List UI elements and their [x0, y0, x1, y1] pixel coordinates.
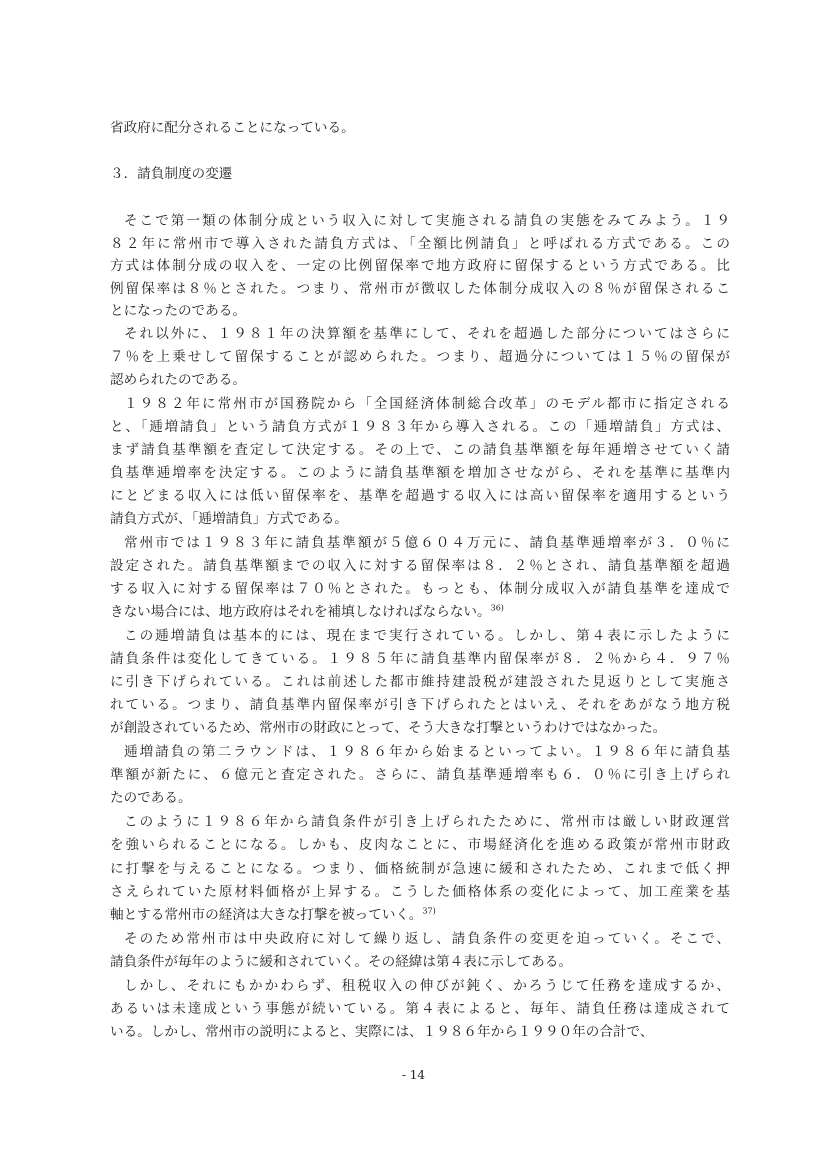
text-line: さえられていた原材料価格が上昇する。こうした価格体系の変化によって、加工産業を基 [110, 884, 730, 900]
text-line: そこで第一類の体制分成という収入に対して実施される請負の実態をみてみよう。１９ [124, 213, 730, 229]
text-line: を強いられることになる。しかも、皮肉なことに、市場経済化を進める政策が常州市財政 [110, 837, 730, 853]
text-line: する収入に対する留保率は７０％とされた。もっとも、体制分成収入が請負基準を達成で [110, 581, 730, 597]
text-line: ８２年に常州市で導入された請負方式は、「全額比例請負」と呼ばれる方式である。この [110, 236, 730, 252]
text-line: 方式は体制分成の収入を、一定の比例留保率で地方政府に留保するという方式である。比 [110, 258, 730, 274]
text-line: ７％を上乗せして留保することが認められた。つまり、超過分については１５％の留保が [110, 349, 730, 365]
text-line: たのである。 [110, 790, 192, 806]
text-line: 逓増請負の第二ラウンドは、１９８６年から始まるといってよい。１９８６年に請負基 [124, 744, 730, 760]
text-line: この逓増請負は基本的には、現在まで実行されている。しかし、第４表に示したように [124, 628, 730, 644]
text-line: に引き下げられている。これは前述した都市維持建設税が建設された見返りとして実施さ [110, 674, 730, 690]
text-line: にとどまる収入には低い留保率を、基準を超過する収入には高い留保率を適用するという [110, 488, 730, 504]
text-line: いる。しかし、常州市の説明によると、実際には、１９８６年から１９９０年の合計で、 [110, 1024, 654, 1040]
text-line-with-footnote [110, 904, 730, 926]
text-line: それ以外に、１９８１年の決算額を基準にして、それを超過した部分についてはさらに [124, 326, 730, 342]
text-line: が創設されているため、常州市の財政にとって、そう大きな打撃というわけではなかった。 [110, 720, 667, 736]
page-number: - 14 [401, 1068, 426, 1082]
text-line: しかし、それにもかかわらず、租税収入の伸びが鈍く、かろうじて任務を達成するか、 [124, 978, 730, 994]
text-line: 準額が新たに、６億元と査定された。さらに、請負基準逓増率も６．０％に引き上げられ [110, 767, 730, 783]
footnote-marker: 37) [422, 906, 436, 916]
text-line: とになったのである。 [110, 303, 246, 319]
text-line-with-footnote [110, 601, 730, 623]
text-line: 請負方式が、「逓増請負」方式である。 [110, 511, 348, 527]
text-line: このように１９８６年から請負条件が引き上げられたために、常州市は厳しい財政運営 [124, 814, 730, 830]
text-line: そのため常州市は中央政府に対して繰り返し、請負条件の変更を迫っていく。そこで、 [124, 931, 730, 947]
text-line: 軸とする常州市の経済は大きな打撃を被っていく。 [110, 907, 423, 923]
text-line: 負基準逓増率を決定する。このように請負基準額を増加させながら、それを基準に基準内 [110, 465, 730, 481]
footnote-marker: 36) [490, 603, 504, 613]
text-line: 請負条件が毎年のように緩和されていく。その経緯は第４表に示してある。 [110, 954, 572, 970]
text-line: 常州市では１９８３年に請負基準額が５億６０４万元に、請負基準逓増率が３．０％に [124, 535, 730, 551]
paragraph-tail: 省政府に配分されることになっている。 [110, 120, 355, 136]
section-heading: ３．請負制度の変遷 [110, 166, 233, 182]
text-line: あるいは未達成という事態が続いている。第４表によると、毎年、請負任務は達成されて [110, 1001, 730, 1017]
text-line: １９８２年に常州市が国務院から「全国経済体制総合改革」のモデル都市に指定される [124, 396, 730, 412]
text-line: に打撃を与えることになる。つまり、価格統制が急速に緩和されたため、これまで低く押 [110, 861, 730, 877]
text-line: 請負条件は変化してきている。１９８５年に請負基準内留保率が８．２％から４．９７％ [110, 651, 730, 667]
text-line: 認められたのである。 [110, 372, 246, 388]
text-line: れている。つまり、請負基準内留保率が引き下げられたとはいえ、それをあがなう地方税 [110, 697, 730, 713]
text-line: 設定された。請負基準額までの収入に対する留保率は８．２％とされ、請負基準額を超過 [110, 558, 730, 574]
text-line: と、「逓増請負」という請負方式が１９８３年から導入される。この「逓増請負」方式は、 [110, 419, 730, 435]
text-line: きない場合には、地方政府はそれを補填しなければならない。 [110, 604, 491, 620]
text-line: まず請負基準額を査定して決定する。その上で、この請負基準額を毎年逓増させていく請 [110, 442, 730, 458]
text-line: 例留保率は８％とされた。つまり、常州市が徴収した体制分成収入の８％が留保されるこ [110, 281, 730, 297]
